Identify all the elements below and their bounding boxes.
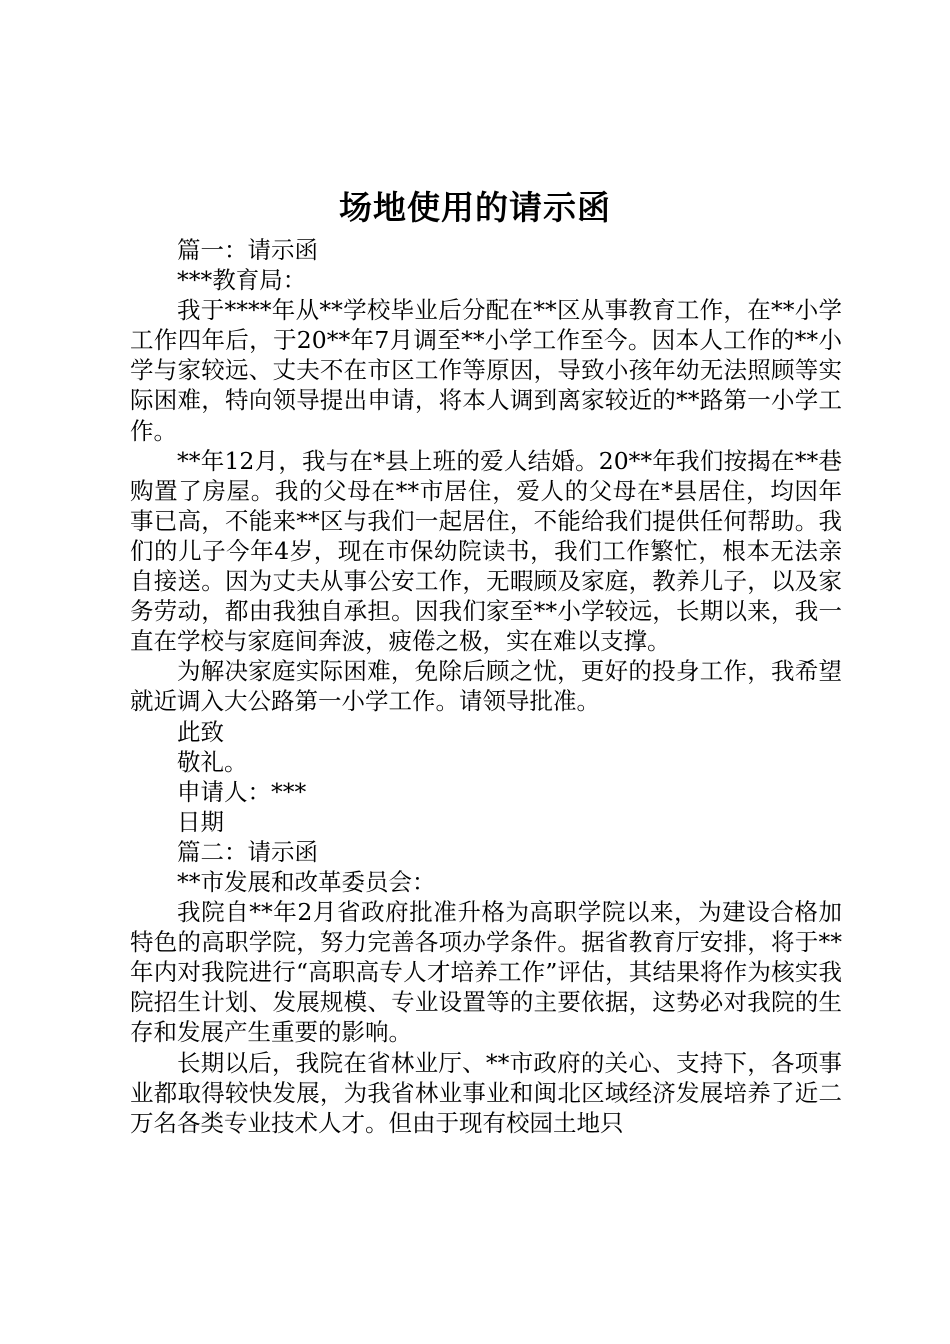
closing-regards: 敬礼。 (177, 747, 248, 776)
closing-salutation: 此致 (177, 717, 224, 746)
body-paragraph: 我于****年从**学校毕业后分配在**区从事教育工作，在**小学工作四年后，于20**年7月调至**小学工作至今。因本人工作的**小学与家较远、丈夫不在市区工作等原因，导致小孩年幼无法照顾等实际困难，特向领导提出申请，将本人调到离家较近的**路第一小学工作。 (130, 296, 842, 445)
document-title: 场地使用的请示函 (339, 188, 611, 227)
recipient-line-2: **市发展和改革委员会： (177, 867, 436, 896)
body-paragraph: 我院自**年2月省政府批准升格为高职学院以来，为建设合格加特色的高职学院，努力完善各项办学条件。据省教育厅安排，将于**年内对我院进行“高职高专人才培养工作”评估，其结果将作为核实我院招生计划、发展规模、专业设置等的主要依据，这势必对我院的生存和发展产生重要的影响。 (130, 898, 842, 1047)
section-heading-1: 篇一：请示函 (177, 236, 318, 264)
body-paragraph: **年12月，我与在*县上班的爱人结婚。20**年我们按揭在**巷购置了房屋。我的父母在**市居住，爱人的父母在*县居住，均因年事已高，不能来**区与我们一起居住，不能给我们提供任何帮助。我们的儿子今年4岁，现在市保幼院读书，我们工作繁忙，根本无法亲自接送。因为丈夫从事公安工作，无暇顾及家庭，教养儿子，以及家务劳动，都由我独自承担。因我们家至**小学较远，长期以来，我一直在学校与家庭间奔波，疲倦之极，实在难以支撑。 (130, 446, 842, 656)
body-paragraph: 为解决家庭实际困难，免除后顾之忧，更好的投身工作，我希望就近调入大公路第一小学工作。请领导批准。 (130, 657, 842, 716)
date-line: 日期 (177, 807, 224, 836)
recipient-line-1: ***教育局： (177, 266, 307, 295)
applicant-line: 申请人：*** (177, 777, 307, 806)
document-body (130, 235, 842, 1138)
section-heading-2: 篇二：请示函 (177, 837, 318, 866)
body-paragraph: 长期以后，我院在省林业厅、**市政府的关心、支持下，各项事业都取得较快发展，为我省林业事业和闽北区域经济发展培养了近二万名各类专业技术人才。但由于现有校园土地只 (130, 1048, 842, 1137)
